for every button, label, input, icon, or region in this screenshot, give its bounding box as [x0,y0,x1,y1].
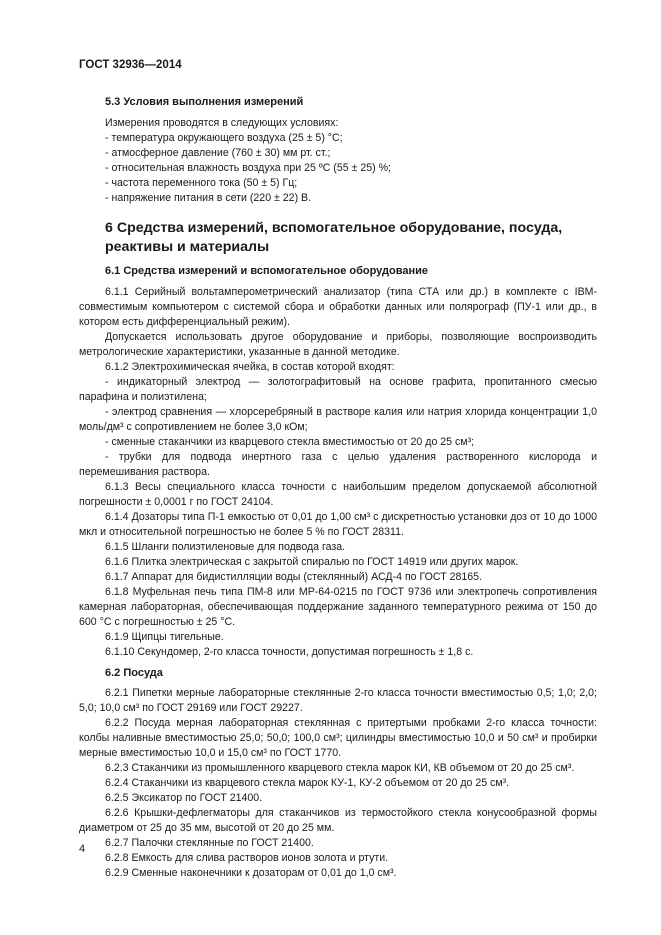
paragraph: 6.2.3 Стаканчики из промышленного кварцевого стекла марок КИ, КВ объемом от 20 до 25 см³. [105,762,575,774]
paragraph: 6.1.1 Серийный вольтамперометрический анализатор (типа СТА или др.) в комплекте с IBM-совместимым компьютером с системой сбора и обработки данных или полярограф (ПУ-1 или др., в котором есть дифференциальный режим). [79,286,597,328]
condition-item: - температура окружающего воздуха (25 ± 5) °С; [105,132,343,144]
paragraph: 6.2.6 Крышки-дефлегматоры для стаканчиков из термостойкого стекла конусообразной формы диаметром от 25 до 35 мм, высотой от 20 до 25 мм. [79,807,597,834]
running-header: ГОСТ 32936—2014 [79,59,182,71]
paragraph: 6.1.3 Весы специального класса точности с наибольшим пределом допускаемой абсолютной погрешности ± 0,0001 г по ГОСТ 24104. [79,481,597,508]
paragraph: 6.1.7 Аппарат для бидистилляции воды (стеклянный) АСД-4 по ГОСТ 28165. [105,571,483,583]
condition-item: - напряжение питания в сети (220 ± 22) В. [105,192,312,204]
paragraph: 6.1.6 Плитка электрическая с закрытой спиралью по ГОСТ 14919 или других марок. [105,556,519,568]
condition-item: - относительная влажность воздуха при 25 ºС (55 ± 25) %; [105,162,391,174]
paragraph: 6.1.8 Муфельная печь типа ПМ-8 или МР-64-0215 по ГОСТ 9736 или электропечь сопротивления камерная лабораторная, обеспечивающая поддержание заданного температурного режима от 150 до 600 °С с погрешностью ± 25 °С. [79,586,597,628]
paragraph: 6.2.2 Посуда мерная лабораторная стеклянная с притертыми пробками 2-го класса точности: колбы наливные вместимостью 25,0; 50,0; 100,0 см³; цилиндры вместимостью 10,0 и 50 см³ и пробирки мерные вместимостью 10,0 и 15,0 см³ по ГОСТ 1770. [79,717,597,759]
section-6-2-heading: 6.2 Посуда [105,667,163,679]
paragraph: Допускается использовать другое оборудование и приборы, позволяющие воспроизводить метрологические характеристики, указанные в данной методике. [79,331,597,358]
paragraph: 6.2.4 Стаканчики из кварцевого стекла марок КУ-1, КУ-2 объемом от 20 до 25 см³. [105,777,510,789]
paragraph: - электрод сравнения — хлорсеребряный в растворе калия или натрия хлорида концентрации 1,0 моль/дм³ с сопротивлением не более 3,0 кОм; [79,406,597,433]
section-6-1-heading: 6.1 Средства измерений и вспомогательное оборудование [105,265,428,277]
paragraph: 6.1.2 Электрохимическая ячейка, в состав которой входят: [105,361,395,373]
paragraph: 6.2.5 Эксикатор по ГОСТ 21400. [105,792,263,804]
condition-item: - атмосферное давление (760 ± 30) мм рт. ст.; [105,147,331,159]
paragraph: 6.2.7 Палочки стеклянные по ГОСТ 21400. [105,837,314,849]
page-content [79,95,597,881]
paragraph: - сменные стаканчики из кварцевого стекла вместимостью от 20 до 25 см³; [105,436,475,448]
section-5-3-heading: 5.3 Условия выполнения измерений [105,96,304,108]
paragraph: 6.1.10 Секундомер, 2-го класса точности, допустимая погрешность ± 1,8 с. [105,646,474,658]
paragraph: - индикаторный электрод — золотографитовый на основе графита, пропитанного смесью парафина и полиэтилена; [79,376,597,403]
section-6-heading: 6 Средства измерений, вспомогательное оборудование, посуда, реактивы и материалы [105,220,563,255]
conditions-intro: Измерения проводятся в следующих условиях: [105,117,339,129]
paragraph: 6.2.8 Емкость для слива растворов ионов золота и ртути. [105,852,389,864]
paragraph: 6.2.9 Сменные наконечники к дозаторам от 0,01 до 1,0 см³. [105,867,397,879]
paragraph: 6.1.4 Дозаторы типа П-1 емкостью от 0,01 до 1,00 см³ с дискретностью установки доз от 10 до 1000 мкл и относительной погрешностью не более 5 % по ГОСТ 28311. [79,511,597,538]
paragraph: 6.1.9 Щипцы тигельные. [105,631,224,643]
paragraph: 6.2.1 Пипетки мерные лабораторные стеклянные 2-го класса точности вместимостью 0,5; 1,0; 2,0; 5,0; 10,0 см³ по ГОСТ 29169 или ГОСТ 29227. [79,687,597,714]
paragraph: 6.1.5 Шланги полиэтиленовые для подвода газа. [105,541,346,553]
condition-item: - частота переменного тока (50 ± 5) Гц; [105,177,298,189]
paragraph: - трубки для подвода инертного газа с целью удаления растворенного кислорода и перемешивания раствора. [79,451,597,478]
page-number: 4 [79,843,86,855]
